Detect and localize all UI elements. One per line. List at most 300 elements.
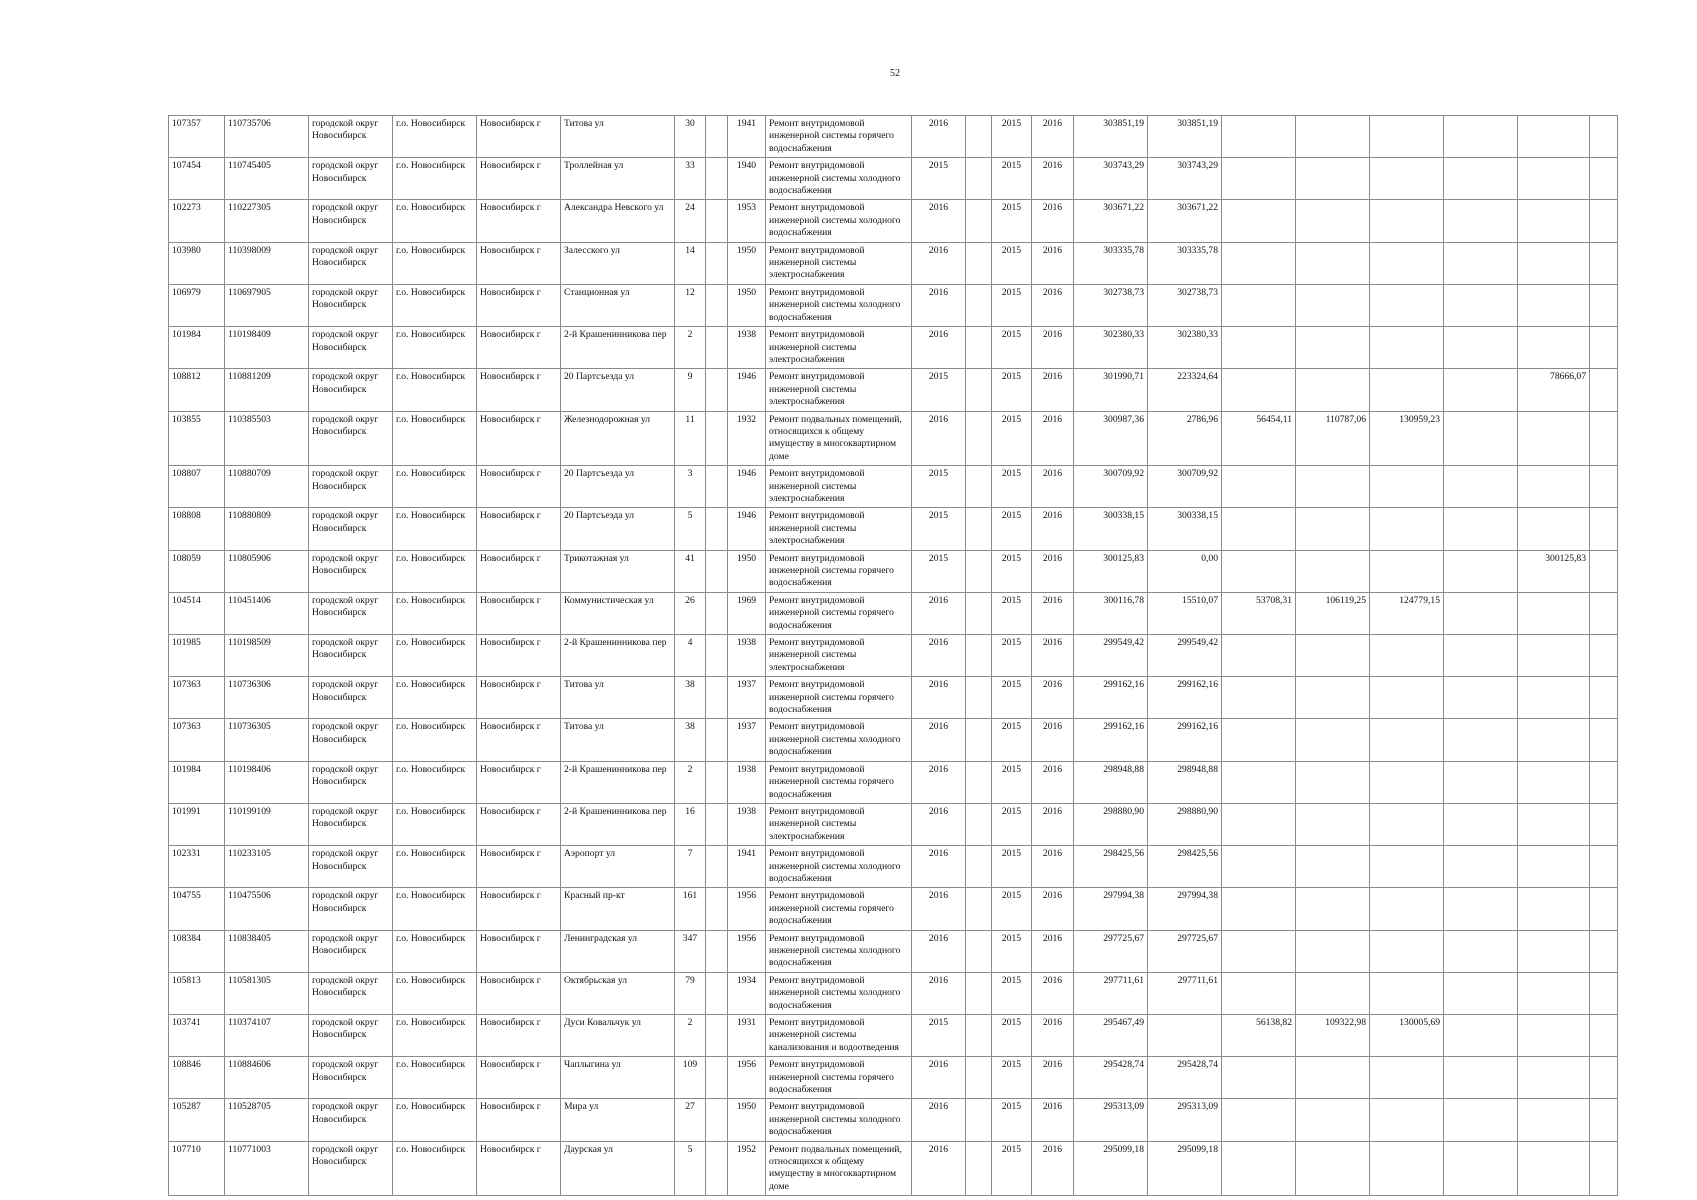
cell-total-cost: 303335,78 xyxy=(1074,242,1148,284)
cell-survey-year: 2016 xyxy=(912,592,966,634)
cell-building xyxy=(706,369,728,411)
cell-extra xyxy=(1590,846,1618,888)
cell-plan-end: 2016 xyxy=(1032,888,1074,930)
cell-building xyxy=(706,888,728,930)
table-row xyxy=(169,719,1618,761)
cell-house: 7 xyxy=(675,846,706,888)
cell-budget-other xyxy=(1444,369,1518,411)
cell-work-type: Ремонт внутридомовой инженерной системы холодного водоснабжения xyxy=(766,284,912,326)
cell-budget-federal xyxy=(1222,972,1296,1014)
cell-total-cost: 299162,16 xyxy=(1074,677,1148,719)
cell-year-built: 1952 xyxy=(728,1141,766,1196)
cell-code: 110881209 xyxy=(225,369,309,411)
cell-house: 38 xyxy=(675,719,706,761)
cell-street: 20 Партсъезда ул xyxy=(561,369,675,411)
cell-budget-regional xyxy=(1296,930,1370,972)
cell-building xyxy=(706,158,728,200)
cell-total-cost: 299549,42 xyxy=(1074,635,1148,677)
cell-city: Новосибирск г xyxy=(477,411,561,466)
cell-work-type: Ремонт внутридомовой инженерной системы электроснабжения xyxy=(766,369,912,411)
cell-extra xyxy=(1590,466,1618,508)
cell-empty xyxy=(966,466,992,508)
cell-budget-other xyxy=(1444,592,1518,634)
cell-district: г.о. Новосибирск xyxy=(393,677,477,719)
cell-house: 14 xyxy=(675,242,706,284)
cell-survey-year: 2015 xyxy=(912,550,966,592)
cell-budget-local xyxy=(1370,508,1444,550)
cell-code: 110838405 xyxy=(225,930,309,972)
cell-budget-federal xyxy=(1222,677,1296,719)
cell-plan-start: 2015 xyxy=(992,284,1032,326)
cell-owners-funds xyxy=(1518,930,1590,972)
cell-extra xyxy=(1590,1057,1618,1099)
cell-building xyxy=(706,719,728,761)
cell-house: 2 xyxy=(675,327,706,369)
cell-code: 110233105 xyxy=(225,846,309,888)
cell-house: 38 xyxy=(675,677,706,719)
cell-extra xyxy=(1590,200,1618,242)
cell-budget-federal: 56138,82 xyxy=(1222,1015,1296,1057)
cell-budget-other xyxy=(1444,719,1518,761)
cell-empty xyxy=(966,411,992,466)
cell-owners-funds xyxy=(1518,972,1590,1014)
cell-city: Новосибирск г xyxy=(477,200,561,242)
cell-owners-funds xyxy=(1518,1099,1590,1141)
cell-budget-federal xyxy=(1222,200,1296,242)
cell-plan-start: 2015 xyxy=(992,158,1032,200)
cell-code: 110805906 xyxy=(225,550,309,592)
cell-code: 110199109 xyxy=(225,803,309,845)
cell-extra xyxy=(1590,1015,1618,1057)
cell-work-type: Ремонт внутридомовой инженерной системы холодного водоснабжения xyxy=(766,846,912,888)
cell-budget-regional: 110787,06 xyxy=(1296,411,1370,466)
cell-municipality: городской округ Новосибирск xyxy=(309,411,393,466)
cell-city: Новосибирск г xyxy=(477,369,561,411)
cell-empty xyxy=(966,677,992,719)
cell-plan-start: 2015 xyxy=(992,242,1032,284)
cell-city: Новосибирск г xyxy=(477,242,561,284)
cell-building xyxy=(706,761,728,803)
cell-budget-federal xyxy=(1222,1141,1296,1196)
cell-work-type: Ремонт внутридомовой инженерной системы электроснабжения xyxy=(766,803,912,845)
cell-fund-amount: 303335,78 xyxy=(1148,242,1222,284)
cell-house: 26 xyxy=(675,592,706,634)
cell-total-cost: 300338,15 xyxy=(1074,508,1148,550)
cell-extra xyxy=(1590,1141,1618,1196)
cell-id: 107357 xyxy=(169,116,225,158)
cell-owners-funds xyxy=(1518,635,1590,677)
cell-budget-regional xyxy=(1296,846,1370,888)
cell-year-built: 1946 xyxy=(728,369,766,411)
cell-budget-federal: 53708,31 xyxy=(1222,592,1296,634)
cell-extra xyxy=(1590,411,1618,466)
cell-total-cost: 297711,61 xyxy=(1074,972,1148,1014)
cell-budget-local xyxy=(1370,719,1444,761)
table-row xyxy=(169,1099,1618,1141)
cell-budget-federal xyxy=(1222,1099,1296,1141)
cell-id: 108059 xyxy=(169,550,225,592)
cell-empty xyxy=(966,369,992,411)
cell-total-cost: 300125,83 xyxy=(1074,550,1148,592)
cell-building xyxy=(706,677,728,719)
cell-district: г.о. Новосибирск xyxy=(393,284,477,326)
table-row xyxy=(169,242,1618,284)
cell-fund-amount: 297711,61 xyxy=(1148,972,1222,1014)
cell-budget-federal xyxy=(1222,846,1296,888)
cell-building xyxy=(706,1057,728,1099)
cell-budget-regional xyxy=(1296,508,1370,550)
cell-total-cost: 295099,18 xyxy=(1074,1141,1148,1196)
cell-budget-federal xyxy=(1222,369,1296,411)
cell-city: Новосибирск г xyxy=(477,1015,561,1057)
cell-survey-year: 2016 xyxy=(912,677,966,719)
cell-budget-other xyxy=(1444,761,1518,803)
cell-extra xyxy=(1590,635,1618,677)
cell-municipality: городской округ Новосибирск xyxy=(309,719,393,761)
cell-empty xyxy=(966,550,992,592)
cell-district: г.о. Новосибирск xyxy=(393,1015,477,1057)
cell-plan-end: 2016 xyxy=(1032,242,1074,284)
cell-code: 110771003 xyxy=(225,1141,309,1196)
cell-plan-start: 2015 xyxy=(992,411,1032,466)
cell-plan-start: 2015 xyxy=(992,1141,1032,1196)
cell-building xyxy=(706,1015,728,1057)
cell-total-cost: 295313,09 xyxy=(1074,1099,1148,1141)
cell-municipality: городской округ Новосибирск xyxy=(309,242,393,284)
cell-budget-local xyxy=(1370,116,1444,158)
cell-id: 105813 xyxy=(169,972,225,1014)
table-row xyxy=(169,369,1618,411)
cell-id: 102273 xyxy=(169,200,225,242)
cell-year-built: 1969 xyxy=(728,592,766,634)
cell-building xyxy=(706,327,728,369)
table-row xyxy=(169,466,1618,508)
table-row xyxy=(169,761,1618,803)
cell-municipality: городской округ Новосибирск xyxy=(309,803,393,845)
cell-plan-end: 2016 xyxy=(1032,972,1074,1014)
cell-budget-federal xyxy=(1222,930,1296,972)
cell-budget-federal xyxy=(1222,1057,1296,1099)
table-row xyxy=(169,158,1618,200)
cell-district: г.о. Новосибирск xyxy=(393,200,477,242)
cell-survey-year: 2016 xyxy=(912,888,966,930)
cell-owners-funds: 300125,83 xyxy=(1518,550,1590,592)
table-row xyxy=(169,1015,1618,1057)
cell-budget-regional xyxy=(1296,242,1370,284)
cell-fund-amount: 297994,38 xyxy=(1148,888,1222,930)
cell-budget-other xyxy=(1444,972,1518,1014)
cell-total-cost: 302380,33 xyxy=(1074,327,1148,369)
cell-empty xyxy=(966,284,992,326)
cell-id: 103855 xyxy=(169,411,225,466)
cell-street: 20 Партсъезда ул xyxy=(561,466,675,508)
cell-house: 16 xyxy=(675,803,706,845)
cell-work-type: Ремонт внутридомовой инженерной системы холодного водоснабжения xyxy=(766,200,912,242)
cell-street: 2-й Крашенинникова пер xyxy=(561,761,675,803)
cell-municipality: городской округ Новосибирск xyxy=(309,888,393,930)
cell-survey-year: 2016 xyxy=(912,803,966,845)
cell-budget-regional xyxy=(1296,550,1370,592)
cell-budget-local xyxy=(1370,242,1444,284)
cell-district: г.о. Новосибирск xyxy=(393,846,477,888)
cell-building xyxy=(706,1141,728,1196)
cell-owners-funds xyxy=(1518,1057,1590,1099)
cell-id: 106979 xyxy=(169,284,225,326)
cell-street: Титова ул xyxy=(561,719,675,761)
cell-district: г.о. Новосибирск xyxy=(393,411,477,466)
cell-street: Железнодорожная ул xyxy=(561,411,675,466)
cell-survey-year: 2015 xyxy=(912,466,966,508)
cell-house: 5 xyxy=(675,1141,706,1196)
cell-budget-regional xyxy=(1296,803,1370,845)
cell-survey-year: 2016 xyxy=(912,242,966,284)
cell-work-type: Ремонт внутридомовой инженерной системы горячего водоснабжения xyxy=(766,888,912,930)
cell-street: Станционная ул xyxy=(561,284,675,326)
cell-work-type: Ремонт внутридомовой инженерной системы электроснабжения xyxy=(766,508,912,550)
cell-year-built: 1934 xyxy=(728,972,766,1014)
cell-owners-funds: 78666,07 xyxy=(1518,369,1590,411)
cell-building xyxy=(706,846,728,888)
cell-total-cost: 300987,36 xyxy=(1074,411,1148,466)
cell-building xyxy=(706,508,728,550)
cell-house: 12 xyxy=(675,284,706,326)
cell-budget-regional xyxy=(1296,719,1370,761)
cell-house: 11 xyxy=(675,411,706,466)
cell-plan-start: 2015 xyxy=(992,635,1032,677)
cell-budget-other xyxy=(1444,284,1518,326)
cell-budget-regional xyxy=(1296,1141,1370,1196)
cell-city: Новосибирск г xyxy=(477,635,561,677)
cell-work-type: Ремонт внутридомовой инженерной системы электроснабжения xyxy=(766,242,912,284)
cell-plan-start: 2015 xyxy=(992,846,1032,888)
cell-budget-regional xyxy=(1296,888,1370,930)
cell-district: г.о. Новосибирск xyxy=(393,1141,477,1196)
cell-extra xyxy=(1590,116,1618,158)
cell-house: 109 xyxy=(675,1057,706,1099)
cell-owners-funds xyxy=(1518,158,1590,200)
cell-budget-local xyxy=(1370,930,1444,972)
cell-owners-funds xyxy=(1518,466,1590,508)
cell-municipality: городской округ Новосибирск xyxy=(309,1015,393,1057)
cell-city: Новосибирск г xyxy=(477,930,561,972)
cell-budget-local: 130959,23 xyxy=(1370,411,1444,466)
cell-plan-end: 2016 xyxy=(1032,761,1074,803)
table-row xyxy=(169,200,1618,242)
cell-extra xyxy=(1590,1099,1618,1141)
cell-id: 107363 xyxy=(169,677,225,719)
repair-registry-table xyxy=(168,115,1618,1196)
cell-budget-regional xyxy=(1296,284,1370,326)
cell-id: 108812 xyxy=(169,369,225,411)
cell-district: г.о. Новосибирск xyxy=(393,635,477,677)
cell-city: Новосибирск г xyxy=(477,1099,561,1141)
cell-budget-other xyxy=(1444,635,1518,677)
cell-plan-end: 2016 xyxy=(1032,116,1074,158)
cell-plan-start: 2015 xyxy=(992,1099,1032,1141)
cell-building xyxy=(706,200,728,242)
cell-id: 108846 xyxy=(169,1057,225,1099)
cell-fund-amount: 223324,64 xyxy=(1148,369,1222,411)
cell-extra xyxy=(1590,158,1618,200)
cell-budget-local xyxy=(1370,677,1444,719)
cell-fund-amount: 300709,92 xyxy=(1148,466,1222,508)
cell-code: 110735706 xyxy=(225,116,309,158)
cell-budget-local xyxy=(1370,1099,1444,1141)
cell-municipality: городской округ Новосибирск xyxy=(309,158,393,200)
cell-district: г.о. Новосибирск xyxy=(393,466,477,508)
cell-year-built: 1956 xyxy=(728,1057,766,1099)
table-row xyxy=(169,888,1618,930)
table-row xyxy=(169,972,1618,1014)
cell-plan-end: 2016 xyxy=(1032,635,1074,677)
cell-street: Трикотажная ул xyxy=(561,550,675,592)
cell-work-type: Ремонт внутридомовой инженерной системы холодного водоснабжения xyxy=(766,930,912,972)
cell-budget-local xyxy=(1370,972,1444,1014)
cell-plan-end: 2016 xyxy=(1032,411,1074,466)
cell-city: Новосибирск г xyxy=(477,1141,561,1196)
cell-house: 3 xyxy=(675,466,706,508)
cell-code: 110198509 xyxy=(225,635,309,677)
cell-budget-regional xyxy=(1296,1057,1370,1099)
table-row xyxy=(169,508,1618,550)
cell-plan-end: 2016 xyxy=(1032,466,1074,508)
cell-plan-start: 2015 xyxy=(992,369,1032,411)
cell-plan-end: 2016 xyxy=(1032,369,1074,411)
cell-owners-funds xyxy=(1518,888,1590,930)
cell-street: Ленинградская ул xyxy=(561,930,675,972)
cell-extra xyxy=(1590,761,1618,803)
cell-fund-amount: 303743,29 xyxy=(1148,158,1222,200)
cell-survey-year: 2016 xyxy=(912,1057,966,1099)
cell-empty xyxy=(966,200,992,242)
cell-budget-federal xyxy=(1222,635,1296,677)
cell-empty xyxy=(966,930,992,972)
cell-house: 24 xyxy=(675,200,706,242)
cell-district: г.о. Новосибирск xyxy=(393,972,477,1014)
cell-plan-end: 2016 xyxy=(1032,200,1074,242)
cell-id: 107710 xyxy=(169,1141,225,1196)
table-row xyxy=(169,284,1618,326)
cell-municipality: городской округ Новосибирск xyxy=(309,327,393,369)
cell-total-cost: 295428,74 xyxy=(1074,1057,1148,1099)
cell-budget-regional xyxy=(1296,116,1370,158)
cell-budget-regional xyxy=(1296,327,1370,369)
cell-fund-amount: 303671,22 xyxy=(1148,200,1222,242)
cell-empty xyxy=(966,719,992,761)
cell-extra xyxy=(1590,592,1618,634)
table-row xyxy=(169,930,1618,972)
cell-plan-end: 2016 xyxy=(1032,158,1074,200)
cell-code: 110385503 xyxy=(225,411,309,466)
cell-fund-amount: 295313,09 xyxy=(1148,1099,1222,1141)
cell-survey-year: 2015 xyxy=(912,158,966,200)
cell-budget-federal xyxy=(1222,761,1296,803)
cell-building xyxy=(706,116,728,158)
cell-empty xyxy=(966,1015,992,1057)
cell-fund-amount: 295099,18 xyxy=(1148,1141,1222,1196)
cell-budget-federal xyxy=(1222,550,1296,592)
cell-fund-amount xyxy=(1148,1015,1222,1057)
cell-street: Мира ул xyxy=(561,1099,675,1141)
table-row xyxy=(169,550,1618,592)
cell-fund-amount: 302380,33 xyxy=(1148,327,1222,369)
cell-city: Новосибирск г xyxy=(477,677,561,719)
cell-district: г.о. Новосибирск xyxy=(393,508,477,550)
cell-city: Новосибирск г xyxy=(477,888,561,930)
cell-budget-regional xyxy=(1296,200,1370,242)
cell-empty xyxy=(966,1141,992,1196)
cell-plan-start: 2015 xyxy=(992,1057,1032,1099)
cell-survey-year: 2016 xyxy=(912,200,966,242)
cell-budget-other xyxy=(1444,158,1518,200)
cell-survey-year: 2016 xyxy=(912,761,966,803)
cell-survey-year: 2016 xyxy=(912,1141,966,1196)
cell-total-cost: 297725,67 xyxy=(1074,930,1148,972)
cell-district: г.о. Новосибирск xyxy=(393,158,477,200)
cell-work-type: Ремонт внутридомовой инженерной системы холодного водоснабжения xyxy=(766,972,912,1014)
cell-code: 110745405 xyxy=(225,158,309,200)
cell-budget-other xyxy=(1444,677,1518,719)
cell-total-cost: 297994,38 xyxy=(1074,888,1148,930)
cell-owners-funds xyxy=(1518,200,1590,242)
cell-empty xyxy=(966,972,992,1014)
cell-budget-other xyxy=(1444,888,1518,930)
cell-plan-start: 2015 xyxy=(992,466,1032,508)
cell-street: Аэропорт ул xyxy=(561,846,675,888)
cell-total-cost: 298880,90 xyxy=(1074,803,1148,845)
cell-city: Новосибирск г xyxy=(477,158,561,200)
cell-house: 41 xyxy=(675,550,706,592)
cell-year-built: 1956 xyxy=(728,930,766,972)
cell-owners-funds xyxy=(1518,803,1590,845)
cell-year-built: 1946 xyxy=(728,508,766,550)
cell-street: Титова ул xyxy=(561,116,675,158)
cell-plan-start: 2015 xyxy=(992,803,1032,845)
cell-total-cost: 299162,16 xyxy=(1074,719,1148,761)
cell-budget-local xyxy=(1370,284,1444,326)
cell-id: 101984 xyxy=(169,761,225,803)
cell-house: 161 xyxy=(675,888,706,930)
cell-fund-amount: 295428,74 xyxy=(1148,1057,1222,1099)
cell-building xyxy=(706,635,728,677)
cell-plan-end: 2016 xyxy=(1032,1141,1074,1196)
cell-budget-other xyxy=(1444,466,1518,508)
cell-survey-year: 2015 xyxy=(912,1015,966,1057)
cell-extra xyxy=(1590,888,1618,930)
cell-municipality: городской округ Новосибирск xyxy=(309,761,393,803)
cell-survey-year: 2016 xyxy=(912,930,966,972)
cell-id: 101991 xyxy=(169,803,225,845)
cell-building xyxy=(706,242,728,284)
cell-plan-start: 2015 xyxy=(992,719,1032,761)
cell-survey-year: 2016 xyxy=(912,284,966,326)
cell-plan-start: 2015 xyxy=(992,200,1032,242)
cell-year-built: 1938 xyxy=(728,635,766,677)
cell-year-built: 1950 xyxy=(728,1099,766,1141)
cell-district: г.о. Новосибирск xyxy=(393,803,477,845)
cell-budget-other xyxy=(1444,411,1518,466)
cell-house: 5 xyxy=(675,508,706,550)
cell-budget-local xyxy=(1370,635,1444,677)
cell-street: Залесского ул xyxy=(561,242,675,284)
cell-fund-amount: 2786,96 xyxy=(1148,411,1222,466)
cell-district: г.о. Новосибирск xyxy=(393,242,477,284)
cell-building xyxy=(706,411,728,466)
cell-municipality: городской округ Новосибирск xyxy=(309,1057,393,1099)
cell-empty xyxy=(966,1099,992,1141)
cell-extra xyxy=(1590,242,1618,284)
cell-plan-end: 2016 xyxy=(1032,550,1074,592)
